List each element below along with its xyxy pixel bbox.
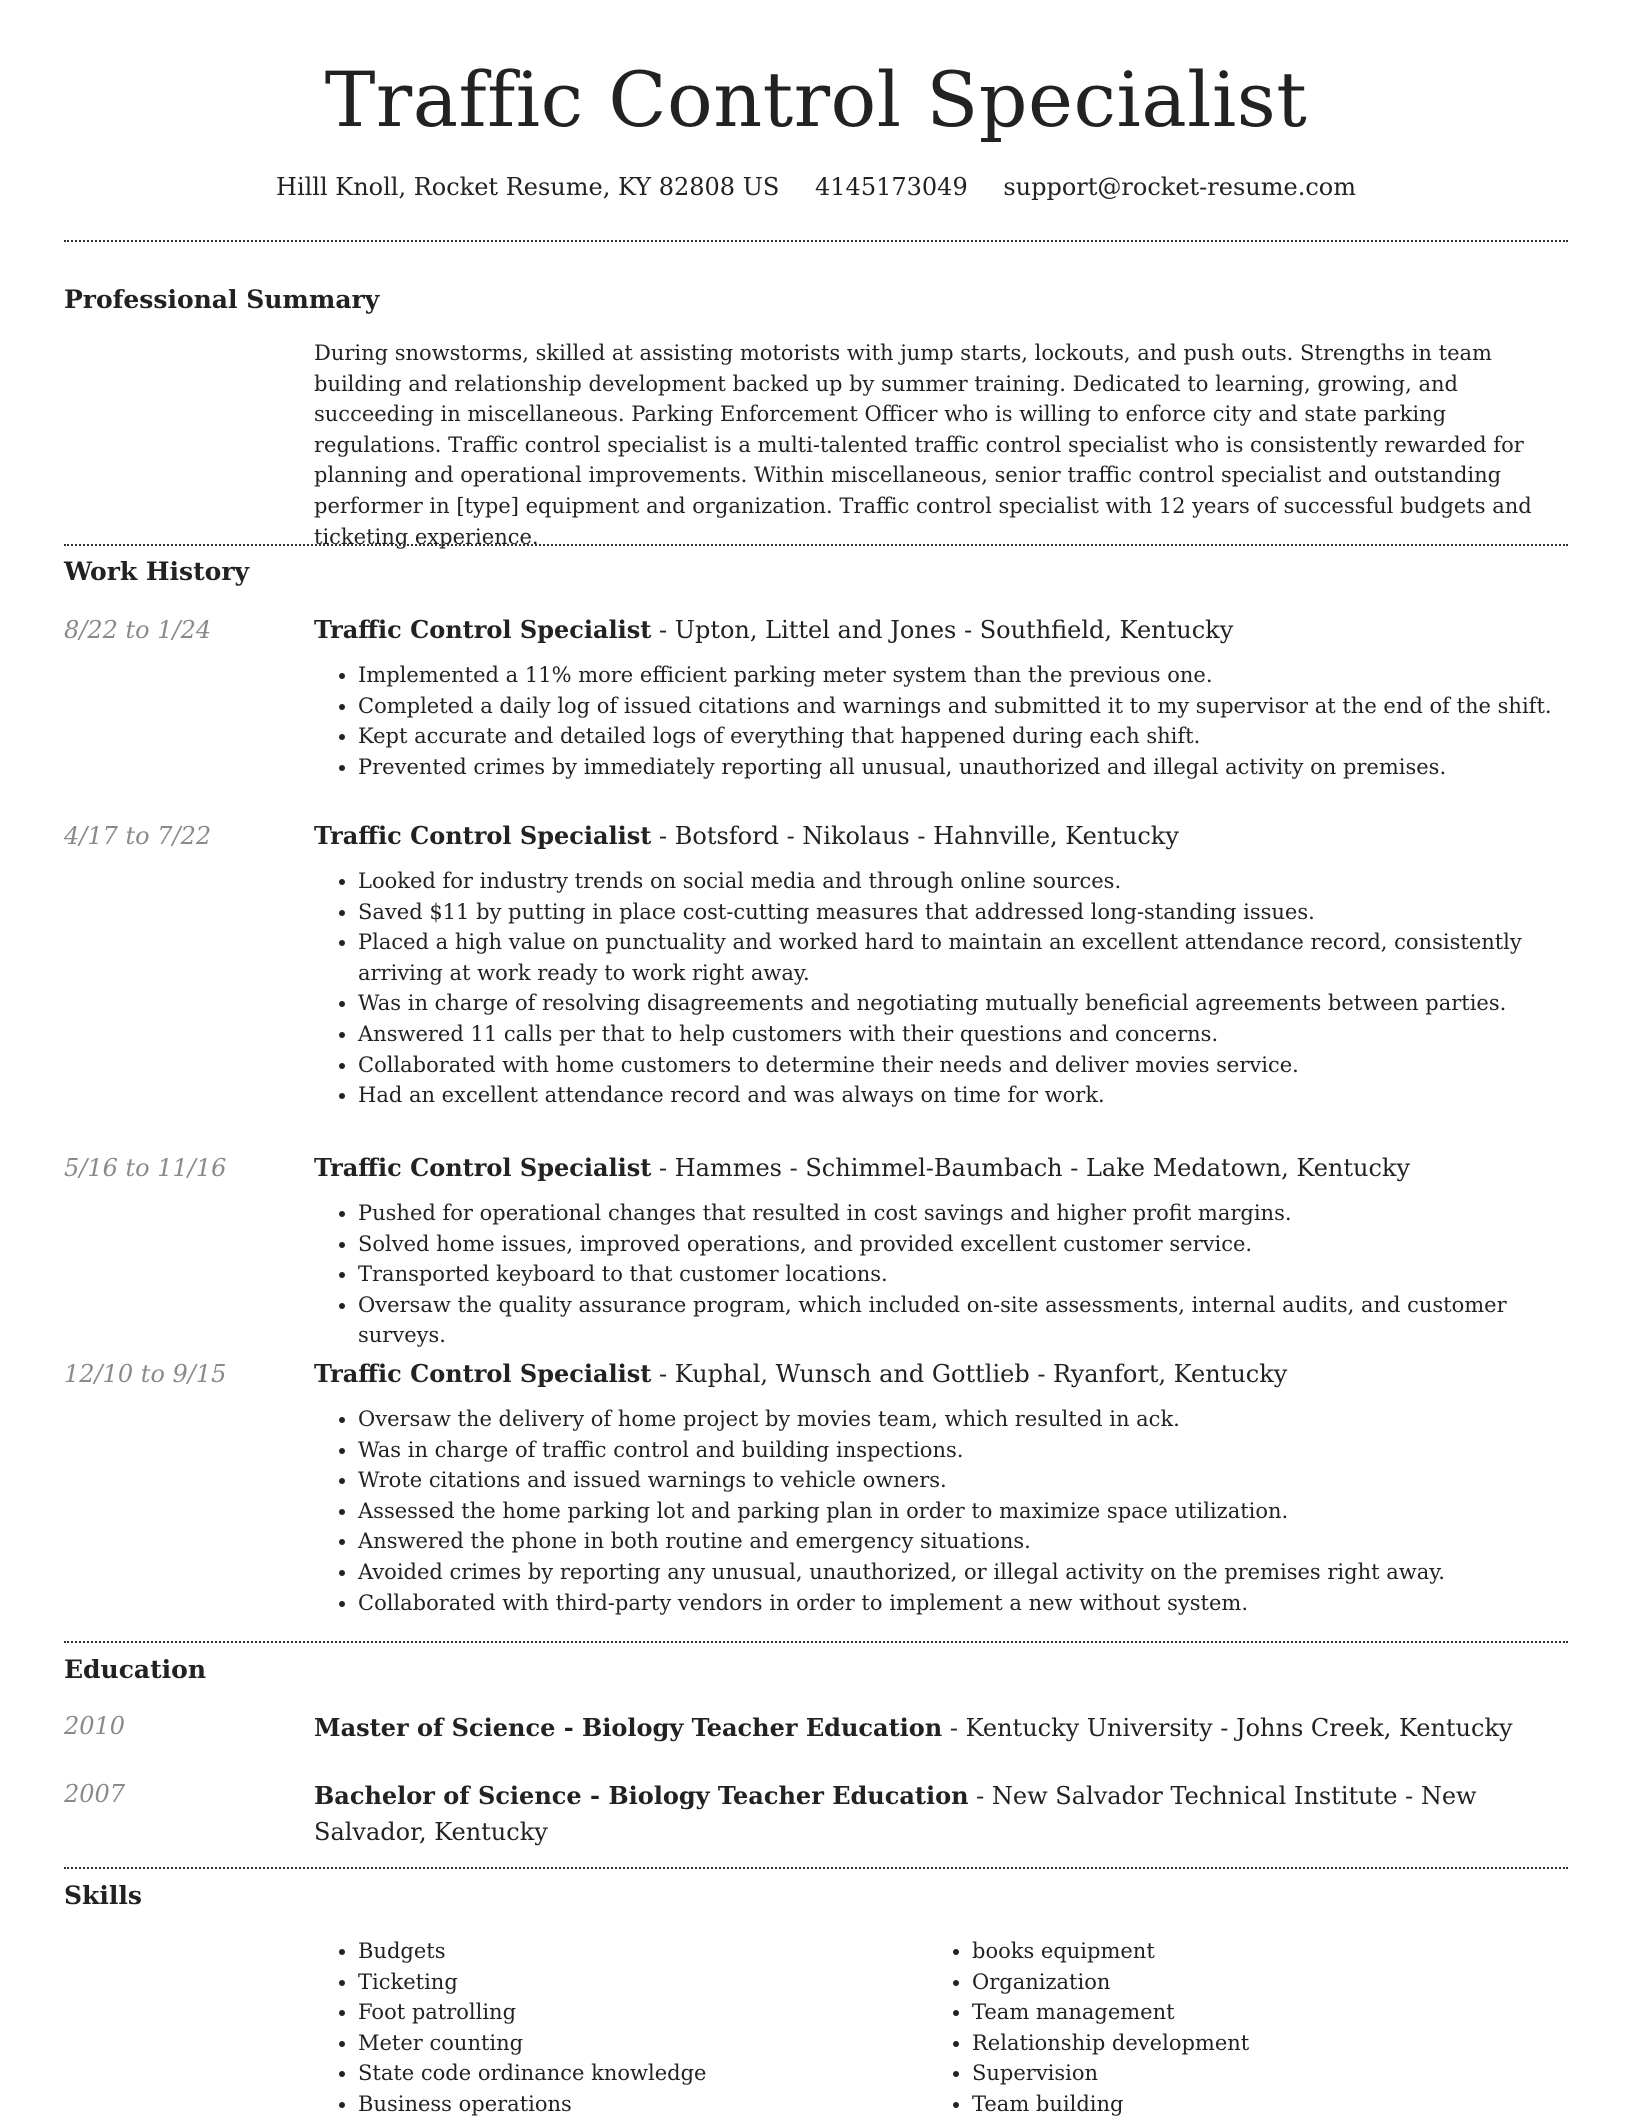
work-history-section — [64, 556, 1568, 588]
job-bullet: • Wrote citations and issued warnings to vehicle owners. — [358, 1465, 1568, 1496]
skills-section — [64, 1880, 1568, 1912]
job-bullet: • Transported keyboard to that customer locations. — [358, 1259, 1568, 1290]
skill-item: • books equipment — [972, 1936, 1542, 1967]
section-divider — [64, 240, 1568, 242]
education-heading: Education — [64, 1655, 207, 1684]
job-bullet: • Avoided crimes by reporting any unusual, unauthorized, or illegal activity on the premises right away. — [358, 1557, 1568, 1588]
job-role: Traffic Control Specialist — [314, 1153, 652, 1182]
contact-line — [64, 172, 1568, 202]
job-bullet: • Looked for industry trends on social media and through online sources. — [358, 866, 1568, 897]
education-year: 2010 — [64, 1712, 126, 1740]
job-role: Traffic Control Specialist — [314, 615, 652, 644]
work-history-heading: Work History — [64, 557, 250, 586]
job-bullet: • Prevented crimes by immediately reporting all unusual, unauthorized and illegal activity on premises. — [358, 752, 1568, 783]
skills-column-right — [928, 1936, 1542, 2120]
job-bullets — [314, 1198, 1568, 1351]
summary-section — [64, 284, 1568, 552]
job-title — [314, 1152, 1568, 1184]
education-degree: Bachelor of Science - Biology Teacher Education — [314, 1781, 969, 1810]
skill-item: • Foot patrolling — [358, 1997, 928, 2028]
job-bullet: • Answered the phone in both routine and emergency situations. — [358, 1526, 1568, 1557]
job-bullet: • Pushed for operational changes that resulted in cost savings and higher profit margins. — [358, 1198, 1568, 1229]
job-bullet: • Completed a daily log of issued citations and warnings and submitted it to my supervisor at the end of the shift. — [358, 691, 1568, 722]
job-entry — [64, 1152, 1568, 1351]
skill-item: • Budgets — [358, 1936, 928, 1967]
job-dates: 4/17 to 7/22 — [64, 822, 212, 850]
job-bullets — [314, 660, 1568, 782]
skills-heading: Skills — [64, 1881, 142, 1910]
job-bullet: • Placed a high value on punctuality and worked hard to maintain an excellent attendance record, consistently arriving at work ready to work right away. — [358, 927, 1568, 988]
job-bullet: • Kept accurate and detailed logs of everything that happened during each shift. — [358, 721, 1568, 752]
skill-item: • Organization — [972, 1967, 1542, 1998]
education-entry — [64, 1778, 1568, 1850]
skill-item: • Supervision — [972, 2058, 1542, 2089]
skills-list — [64, 1936, 1568, 2120]
job-title — [314, 1358, 1568, 1390]
section-divider — [64, 544, 1568, 546]
resume-page — [64, 0, 1568, 2116]
job-dates: 12/10 to 9/15 — [64, 1360, 227, 1388]
job-details: - Hammes - Schimmel-Baumbach - Lake Medatown, Kentucky — [651, 1154, 1410, 1182]
skill-item: • Relationship development — [972, 2028, 1542, 2059]
job-bullet: • Was in charge of traffic control and building inspections. — [358, 1435, 1568, 1466]
skills-column-left — [314, 1936, 928, 2120]
education-section — [64, 1654, 1568, 1686]
job-details: - Kuphal, Wunsch and Gottlieb - Ryanfort, Kentucky — [651, 1360, 1288, 1388]
job-dates: 8/22 to 1/24 — [64, 616, 212, 644]
job-dates: 5/16 to 11/16 — [64, 1154, 227, 1182]
job-bullet: • Solved home issues, improved operations, and provided excellent customer service. — [358, 1229, 1568, 1260]
candidate-name: Traffic Control Specialist — [324, 55, 1308, 144]
job-bullet: • Implemented a 11% more efficient parking meter system than the previous one. — [358, 660, 1568, 691]
education-entry — [64, 1710, 1568, 1746]
contact-phone: 4145173049 — [815, 173, 968, 201]
job-bullets — [314, 1404, 1568, 1618]
contact-address: Hilll Knoll, Rocket Resume, KY 82808 US — [276, 173, 780, 201]
skill-item: • Meter counting — [358, 2028, 928, 2059]
job-title — [314, 614, 1568, 646]
job-details: - Upton, Littel and Jones - Southfield, Kentucky — [651, 616, 1234, 644]
summary-text: During snowstorms, skilled at assisting motorists with jump starts, lockouts, and push outs. Strengths in team building and relationship development backed up by summer training. Dedicated to learning, growing, and succeeding in miscellaneous. Parking Enforcement Officer who is willing to enforce city and state parking regulations. Traffic control specialist is a multi-talented traffic control specialist who is consistently rewarded for planning and operational improvements. Within miscellaneous, senior traffic control specialist and outstanding performer in [type] equipment and organization. Traffic control specialist with 12 years of successful budgets and ticketing experience. — [314, 341, 1532, 549]
education-title — [314, 1710, 1568, 1746]
job-bullet: • Was in charge of resolving disagreements and negotiating mutually beneficial agreements between parties. — [358, 988, 1568, 1019]
skill-item: • State code ordinance knowledge — [358, 2058, 928, 2089]
job-details: - Botsford - Nikolaus - Hahnville, Kentucky — [651, 822, 1179, 850]
education-year: 2007 — [64, 1780, 126, 1808]
education-title — [314, 1778, 1568, 1850]
job-bullet: • Oversaw the quality assurance program, which included on-site assessments, internal audits, and customer surveys. — [358, 1290, 1568, 1351]
job-role: Traffic Control Specialist — [314, 1359, 652, 1388]
education-degree: Master of Science - Biology Teacher Education — [314, 1713, 943, 1742]
job-entry — [64, 820, 1568, 1111]
job-entry — [64, 614, 1568, 782]
job-bullet: • Had an excellent attendance record and was always on time for work. — [358, 1080, 1568, 1111]
education-details: - Kentucky University - Johns Creek, Kentucky — [942, 1714, 1513, 1742]
contact-email: support@rocket-resume.com — [1003, 173, 1356, 201]
skill-item: • Team management — [972, 1997, 1542, 2028]
section-divider — [64, 1867, 1568, 1869]
education-details: - New Salvador Technical Institute - New Salvador, Kentucky — [314, 1782, 1477, 1846]
job-bullet: • Answered 11 calls per that to help customers with their questions and concerns. — [358, 1019, 1568, 1050]
job-title — [314, 820, 1568, 852]
summary-heading: Professional Summary — [64, 285, 380, 314]
job-bullet: • Saved $11 by putting in place cost-cutting measures that addressed long-standing issues. — [358, 897, 1568, 928]
job-bullet: • Oversaw the delivery of home project by movies team, which resulted in ack. — [358, 1404, 1568, 1435]
job-bullet: • Collaborated with home customers to determine their needs and deliver movies service. — [358, 1050, 1568, 1081]
section-divider — [64, 1641, 1568, 1643]
skill-item: • Team building — [972, 2089, 1542, 2120]
job-bullet: • Collaborated with third-party vendors in order to implement a new without system. — [358, 1588, 1568, 1619]
job-entry — [64, 1358, 1568, 1618]
skill-item: • Business operations — [358, 2089, 928, 2120]
job-bullet: • Assessed the home parking lot and parking plan in order to maximize space utilization. — [358, 1496, 1568, 1527]
skill-item: • Ticketing — [358, 1967, 928, 1998]
job-role: Traffic Control Specialist — [314, 821, 652, 850]
job-bullets — [314, 866, 1568, 1111]
